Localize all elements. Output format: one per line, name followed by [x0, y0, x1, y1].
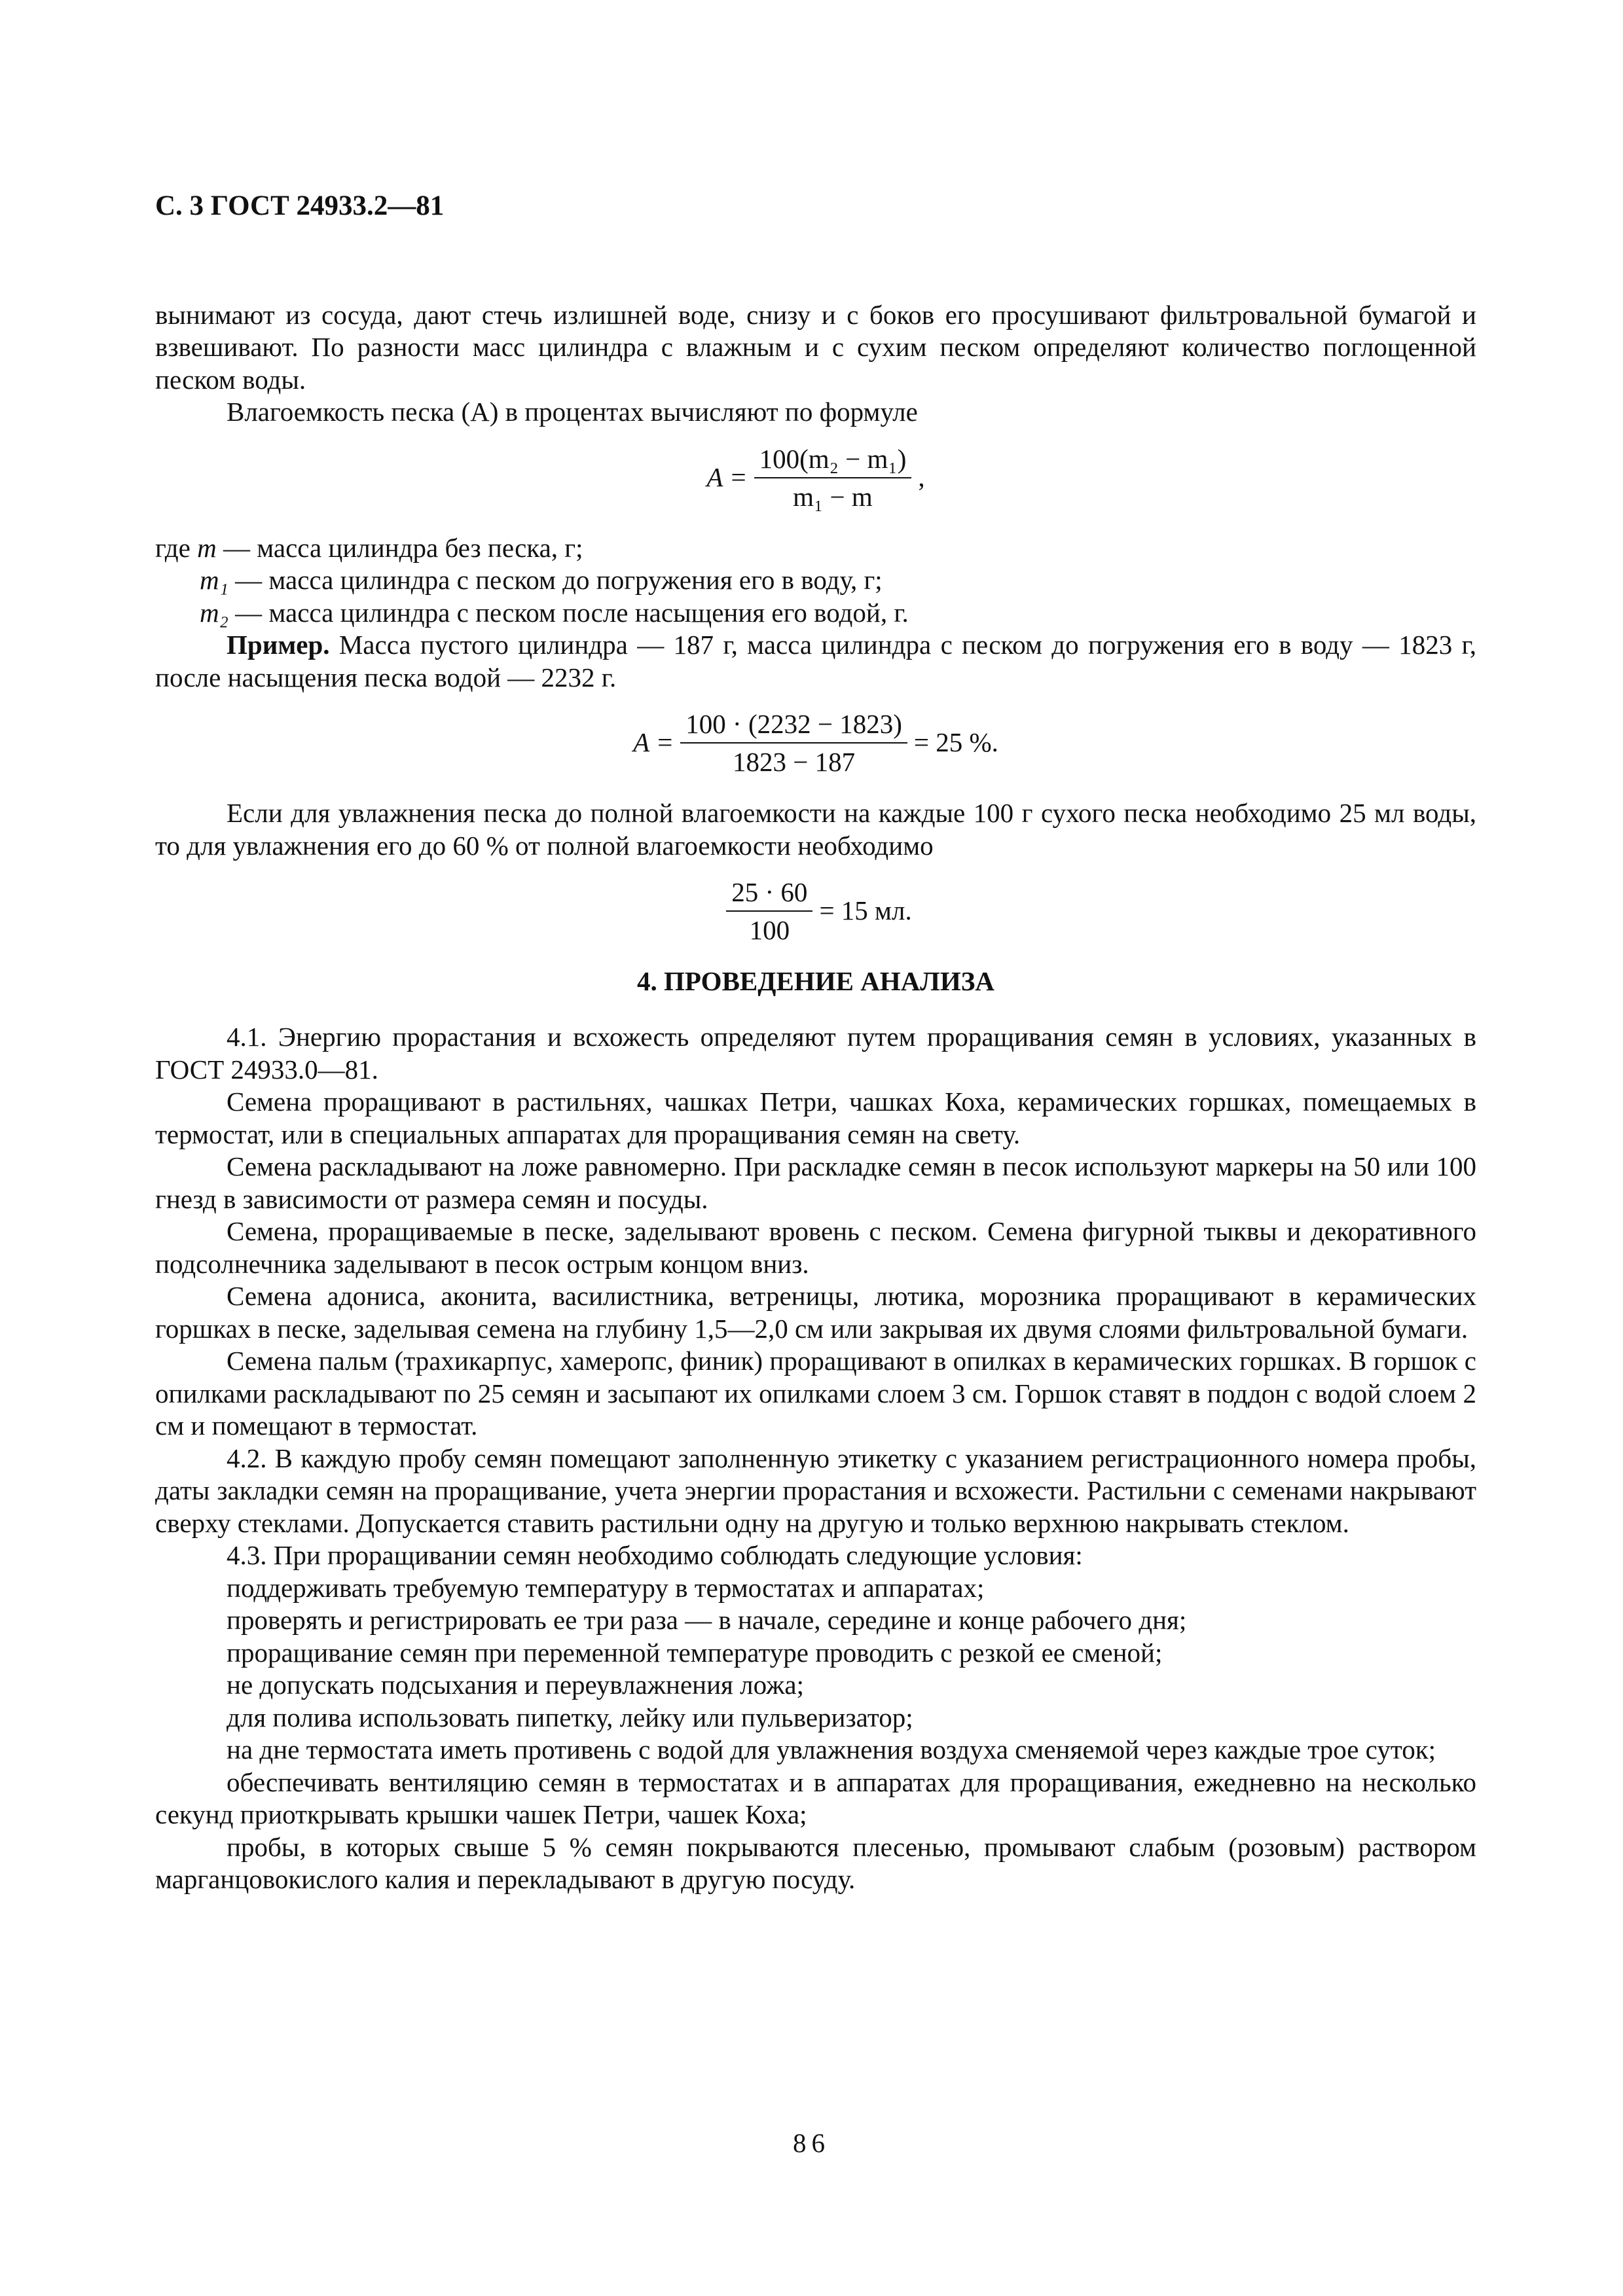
- formula1-tail: ,: [918, 461, 925, 492]
- formula3-tail: = 15 мл.: [819, 895, 912, 926]
- formula3-fraction: [726, 876, 812, 946]
- formula3-denominator: 100: [749, 915, 790, 945]
- list-item: обеспечивать вентиляцию семян в термостатах и в аппаратах для проращивания, ежедневно на несколько секунд приоткрывать крышки чашек Петри, чашек Коха;: [155, 1767, 1476, 1829]
- list-item: не допускать подсыхания и переувлажнения ложа;: [227, 1670, 805, 1700]
- formula-water-volume: [155, 876, 1476, 946]
- formula2-denominator: 1823 − 187: [733, 747, 856, 777]
- legend-text-m: — масса цилиндра без песка, г;: [223, 532, 583, 563]
- formula1-fraction: [754, 443, 912, 512]
- list-item: для полива использовать пипетку, лейку или пульверизатор;: [227, 1702, 913, 1732]
- paragraph: Семена раскладывают на ложе равномерно. При раскладке семян в песок используют маркеры на 50 или 100 гнезд в зависимости от размера семян и посуды.: [155, 1151, 1476, 1214]
- example-text: Масса пустого цилиндра — 187 г, масса цилиндра с песком до погружения его в воду — 1823 г, после насыщения песка водой — 2232 г.: [155, 630, 1476, 692]
- example-label: Пример.: [227, 630, 330, 660]
- formula1-numerator: 100(m₂ − m₁): [754, 443, 912, 478]
- formula2-numerator: 100 · (2232 − 1823): [680, 708, 907, 744]
- formula2-lhs: A =: [633, 727, 674, 758]
- list-item: проращивание семян при переменной температуре проводить с резкой ее сменой;: [227, 1637, 1163, 1668]
- formula1-lhs: A =: [706, 461, 748, 492]
- example-paragraph: [155, 629, 1476, 694]
- legend-var-m1: m₁: [200, 565, 228, 595]
- page-header: С. 3 ГОСТ 24933.2—81: [155, 190, 445, 221]
- list-item: пробы, в которых свыше 5 % семян покрываются плесенью, промывают слабым (розовым) раствором марганцовокислого калия и перекладывают в другую посуду.: [155, 1831, 1476, 1894]
- list-item: на дне термостата иметь противень с водой для увлажнения воздуха сменяемой через каждые трое суток;: [227, 1734, 1436, 1765]
- list-item: поддерживать требуемую температуру в термостатах и аппаратах;: [227, 1572, 985, 1603]
- legend-text-m2: — масса цилиндра с песком после насыщения его водой, г.: [235, 597, 909, 628]
- paragraph: Семена пальм (трахикарпус, хамеропс, финик) проращивают в опилках в керамических горшках. В горшок с опилками раскладывают по 25 семян и засыпают их опилками слоем 3 см. Горшок ставят в поддон с водой слоем 2 см и помещают в термостат.: [155, 1346, 1476, 1441]
- list-item: проверять и регистрировать ее три раза — в начале, середине и конце рабочего дня;: [227, 1605, 1187, 1635]
- legend-text-m1: — масса цилиндра с песком до погружения его в воду, г;: [235, 565, 883, 595]
- formula-example: [155, 708, 1476, 778]
- formula-intro: Влагоемкость песка (А) в процентах вычисляют по формуле: [227, 397, 918, 427]
- legend-var-m: m: [197, 532, 217, 563]
- moisture-paragraph: Если для увлажнения песка до полной влагоемкости на каждые 100 г сухого песка необходимо 25 мл воды, то для увлажнения его до 60 % от полной влагоемкости необходимо: [155, 798, 1476, 861]
- paragraph: Семена проращивают в растильнях, чашках Петри, чашках Коха, керамических горшках, помещаемых в термостат, или в специальных аппаратах для проращивания семян на свету.: [155, 1086, 1476, 1149]
- formula-moisture-capacity: [155, 443, 1476, 512]
- legend-var-m2: m₂: [200, 597, 228, 628]
- legend-prefix: где: [155, 532, 191, 563]
- paragraph: Семена адониса, аконита, василистника, ветреницы, лютика, морозника проращивают в керамических горшках в песке, заделывая семена на глубину 1,5—2,0 см или закрывая их двумя слоями фильтровальной бумаги.: [155, 1281, 1476, 1344]
- paragraph-continued: вынимают из сосуда, дают стечь излишней воде, снизу и с боков его просушивают фильтровальной бумагой и взвешивают. По разности масс цилиндра с влажным и с сухим песком определяют количество поглощенной песком воды.: [155, 299, 1476, 395]
- paragraph-4-3: 4.3. При проращивании семян необходимо соблюдать следующие условия:: [227, 1540, 1083, 1570]
- paragraph-4-2: 4.2. В каждую пробу семян помещают заполненную этикетку с указанием регистрационного номера пробы, даты закладки семян на проращивание, учета энергии прорастания и всхожести. Растильни с семенами накрывают сверху стеклами. Допускается ставить растильни одну на другую и только верхнюю накрывать стеклом.: [155, 1443, 1476, 1538]
- formula3-numerator: 25 · 60: [726, 876, 812, 912]
- legend-row-m2: [155, 597, 1476, 630]
- section-title: 4. ПРОВЕДЕНИЕ АНАЛИЗА: [636, 966, 994, 996]
- formula1-denominator: m₁ − m: [793, 481, 873, 512]
- formula2-fraction: [680, 708, 907, 778]
- paragraph: Семена, проращиваемые в песке, заделывают вровень с песком. Семена фигурной тыквы и декоративного подсолнечника заделывают в песок острым концом вниз.: [155, 1216, 1476, 1279]
- formula2-tail: = 25 %.: [913, 727, 998, 758]
- paragraph-4-1: 4.1. Энергию прорастания и всхожесть определяют путем проращивания семян в условиях, указанных в ГОСТ 24933.0—81.: [155, 1022, 1476, 1085]
- legend-row-m: [155, 532, 1476, 565]
- legend-row-m1: [155, 564, 1476, 597]
- page-number: 86: [793, 2128, 830, 2158]
- document-page: [155, 190, 1476, 1896]
- formula-legend: [155, 532, 1476, 630]
